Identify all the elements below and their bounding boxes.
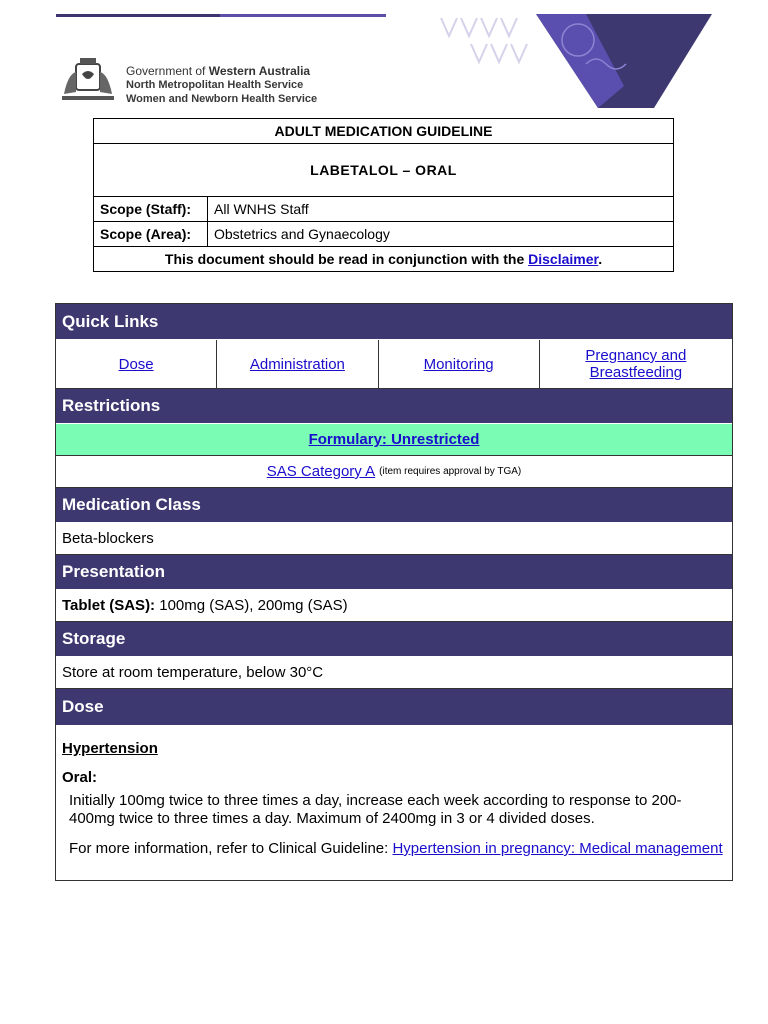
- quick-links-row: [56, 340, 732, 389]
- dose-more-info: For more information, refer to Clinical Guideline: Hypertension in pregnancy: Medical management: [69, 840, 723, 857]
- org-line-nmhs: North Metropolitan Health Service: [126, 79, 304, 91]
- dose-section: [56, 726, 732, 880]
- storage-value: Store at room temperature, below 30°C: [56, 657, 732, 689]
- org-line-government: Government of Western Australia: [126, 64, 311, 78]
- document-title-box: [93, 118, 674, 272]
- wnhs-logo: [58, 56, 326, 106]
- formulary-row: [56, 424, 732, 456]
- scope-staff-label: Scope (Staff):: [94, 197, 208, 222]
- sas-category-link[interactable]: SAS Category A: [266, 463, 376, 480]
- restrictions-heading: Restrictions: [56, 389, 732, 424]
- dose-heading: Dose: [56, 689, 732, 726]
- presentation-label: Tablet (SAS):: [62, 597, 156, 614]
- scope-area-value: Obstetrics and Gynaecology: [208, 222, 674, 247]
- sas-row: [56, 456, 732, 488]
- presentation-row: [56, 590, 732, 622]
- page-title: LABETALOL – ORAL: [94, 144, 674, 197]
- quick-links-heading: Quick Links: [56, 304, 732, 340]
- disclaimer-note: This document should be read in conjunction with the Disclaimer.: [94, 247, 674, 272]
- quick-link-pregnancy-breastfeeding[interactable]: Pregnancy and Breastfeeding: [585, 347, 687, 381]
- dose-subheading: Hypertension: [62, 740, 158, 757]
- quick-link-monitoring[interactable]: Monitoring: [423, 355, 494, 373]
- medication-class-heading: Medication Class: [56, 488, 732, 523]
- scope-staff-value: All WNHS Staff: [208, 197, 674, 222]
- banner-graphic: [386, 0, 716, 115]
- formulary-link[interactable]: Formulary: Unrestricted: [308, 431, 480, 448]
- scope-area-label: Scope (Area):: [94, 222, 208, 247]
- presentation-heading: Presentation: [56, 555, 732, 590]
- sas-note: (item requires approval by TGA): [379, 466, 522, 477]
- storage-heading: Storage: [56, 622, 732, 657]
- medication-class-value: Beta-blockers: [56, 523, 732, 555]
- guideline-type: ADULT MEDICATION GUIDELINE: [94, 119, 674, 144]
- dose-text: Initially 100mg twice to three times a day, increase each week according to response to 200-400mg twice to three times a day. Maximum of 2400mg in 3 or 4 divided doses.: [69, 792, 682, 827]
- coat-of-arms-icon: [58, 56, 118, 104]
- quick-link-administration[interactable]: Administration: [249, 355, 345, 373]
- dose-route: Oral:: [62, 769, 98, 786]
- presentation-value: 100mg (SAS), 200mg (SAS): [155, 597, 348, 614]
- disclaimer-link[interactable]: Disclaimer: [528, 251, 599, 267]
- quick-link-dose[interactable]: Dose: [118, 355, 154, 373]
- header-rule-accent: [220, 14, 386, 17]
- clinical-guideline-link[interactable]: Hypertension in pregnancy: Medical management: [392, 840, 723, 857]
- org-line-wnhs: Women and Newborn Health Service: [126, 93, 318, 105]
- guideline-table: [55, 303, 733, 881]
